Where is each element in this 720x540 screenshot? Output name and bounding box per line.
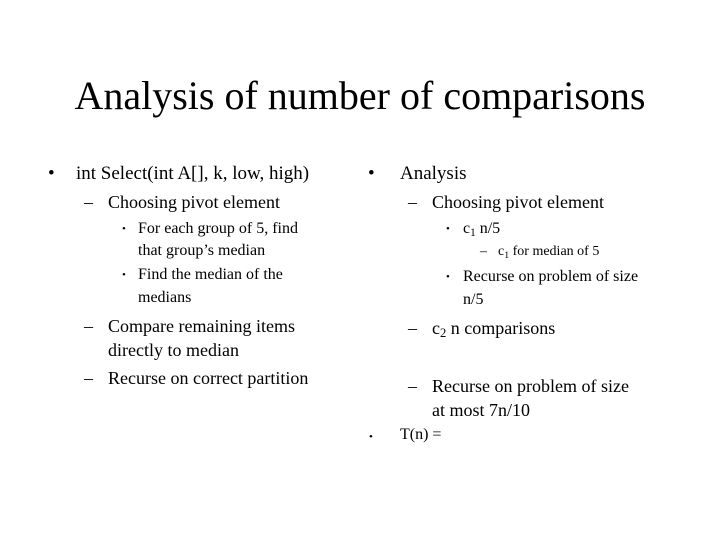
- left-bullet: •: [48, 163, 55, 184]
- left-sub2-line1: Find the median of the: [138, 266, 283, 283]
- right-dash-c2: –: [408, 318, 417, 338]
- right-c2-formula: [432, 316, 555, 345]
- c2-rest: n comparisons: [446, 318, 556, 338]
- c2-var: c: [432, 318, 440, 338]
- left-compare-line2: directly to median: [108, 340, 239, 360]
- right-dash-recurse: –: [408, 376, 417, 396]
- left-dash-choosing: –: [84, 192, 93, 212]
- right-choosing-pivot: Choosing pivot element: [432, 192, 604, 212]
- left-sub1-line2: that group’s median: [138, 242, 266, 259]
- left-sub1-line1: For each group of 5, find: [138, 220, 298, 237]
- left-recurse: Recurse on correct partition: [108, 368, 309, 388]
- right-sub-bullet-2: •: [446, 271, 450, 283]
- right-dash-choosing: –: [408, 192, 417, 212]
- left-choosing-pivot: Choosing pivot element: [108, 192, 280, 212]
- left-sub-bullet-2: •: [122, 269, 126, 281]
- right-tn: T(n) =: [400, 426, 442, 443]
- left-heading: int Select(int A[], k, low, high): [76, 163, 310, 184]
- c1-subscript: 1: [470, 227, 476, 239]
- right-dash-c1med: –: [480, 244, 487, 259]
- right-recurse2-line1: Recurse on problem of size: [432, 376, 629, 396]
- right-heading: Analysis: [400, 163, 467, 184]
- left-sub-bullet-1: •: [122, 223, 126, 235]
- right-bullet: •: [368, 163, 375, 184]
- c1-var: c: [463, 220, 471, 237]
- c2-subscript: 2: [440, 326, 447, 340]
- left-dash-compare: –: [84, 316, 93, 336]
- c1med-subscript: 1: [504, 250, 510, 261]
- right-recurse-line1: Recurse on problem of size: [463, 268, 639, 285]
- right-recurse-line2: n/5: [463, 291, 484, 308]
- left-dash-recurse: –: [84, 368, 93, 388]
- right-c1-median: [498, 242, 599, 266]
- c1-rest: n/5: [475, 220, 501, 237]
- c1med-rest: for median of 5: [509, 244, 600, 259]
- left-compare-line1: Compare remaining items: [108, 316, 295, 336]
- slide-title: Analysis of number of comparisons: [74, 73, 646, 118]
- c1med-var: c: [498, 244, 505, 259]
- right-sub-bullet-1: •: [446, 223, 450, 235]
- right-bullet-tn: •: [369, 431, 373, 443]
- right-recurse2-line2: at most 7n/10: [432, 400, 530, 420]
- right-c1-formula: [463, 218, 500, 244]
- left-sub2-line2: medians: [138, 289, 192, 306]
